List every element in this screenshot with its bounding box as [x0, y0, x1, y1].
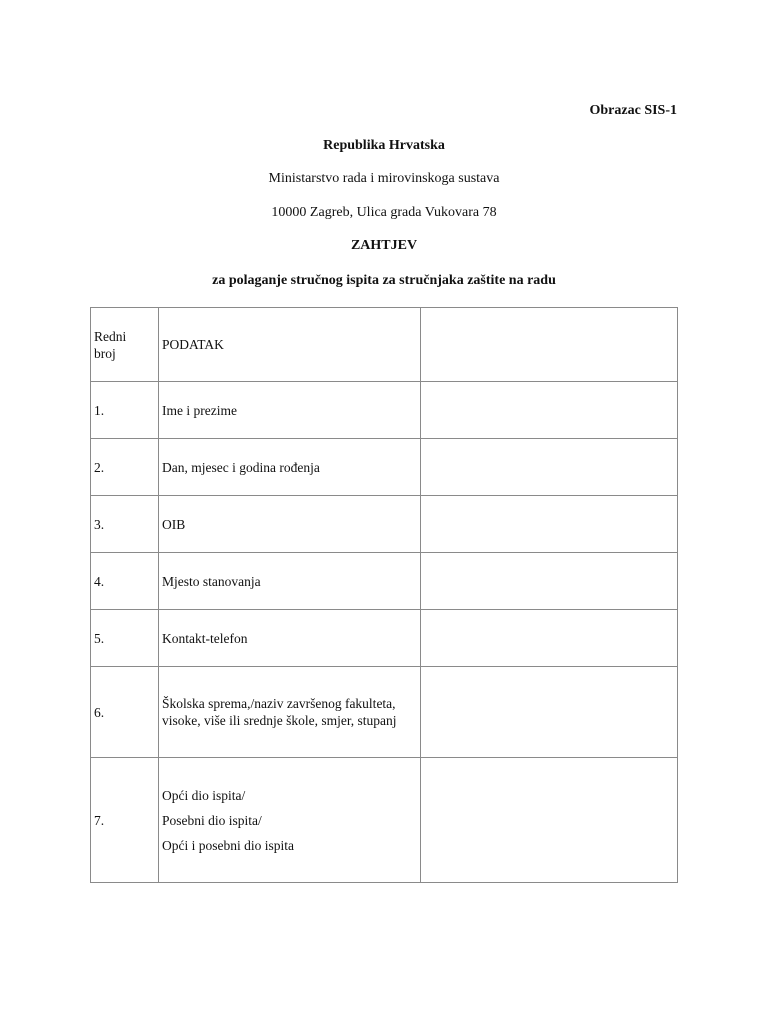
table-row — [91, 758, 678, 883]
table-row — [91, 496, 678, 553]
row-field-label: Dan, mjesec i godina rođenja — [159, 439, 421, 496]
row-number: 1. — [91, 382, 159, 439]
row-value-cell[interactable] — [421, 553, 678, 610]
row-field-label: Kontakt-telefon — [159, 610, 421, 667]
header-number-cell — [91, 308, 159, 382]
option-general-part: Opći dio ispita/ — [162, 787, 246, 803]
row-number: 6. — [91, 667, 159, 758]
issuer-ministry: Ministarstvo rada i mirovinskoga sustava — [268, 171, 500, 186]
table-row — [91, 553, 678, 610]
header-value-cell — [421, 308, 678, 382]
option-special-part: Posebni dio ispita/ — [162, 812, 262, 828]
table-row — [91, 439, 678, 496]
table-header-row — [91, 308, 678, 382]
header-number-line2: broj — [94, 345, 116, 361]
table-row — [91, 382, 678, 439]
table-row — [91, 667, 678, 758]
row-field-label: OIB — [159, 496, 421, 553]
header-number-line1: Redni — [94, 328, 127, 344]
issuer-republic: Republika Hrvatska — [323, 138, 445, 153]
row-value-cell[interactable] — [421, 667, 678, 758]
form-code: Obrazac SIS-1 — [589, 103, 677, 118]
row-number: 2. — [91, 439, 159, 496]
request-form-table — [90, 307, 678, 883]
row-field-label: Mjesto stanovanja — [159, 553, 421, 610]
row-number: 7. — [91, 758, 159, 883]
row-value-cell[interactable] — [421, 382, 678, 439]
row-number: 4. — [91, 553, 159, 610]
row-field-label: Školska sprema,/naziv završenog fakulteta, visoke, više ili srednje škole, smjer, stupanj — [159, 667, 421, 758]
row-value-cell[interactable] — [421, 610, 678, 667]
document-subtitle: za polaganje stručnog ispita za stručnjaka zaštite na radu — [212, 273, 556, 288]
issuer-address: 10000 Zagreb, Ulica grada Vukovara 78 — [271, 205, 497, 220]
row-number: 5. — [91, 610, 159, 667]
table-row — [91, 610, 678, 667]
document-title: ZAHTJEV — [350, 238, 418, 253]
header-field-cell: PODATAK — [159, 308, 421, 382]
option-general-and-special-part: Opći i posebni dio ispita — [162, 837, 294, 853]
row-field-label: Ime i prezime — [159, 382, 421, 439]
row-number: 3. — [91, 496, 159, 553]
row-field-options — [159, 758, 421, 883]
row-value-cell[interactable] — [421, 439, 678, 496]
row-value-cell[interactable] — [421, 496, 678, 553]
row-value-cell[interactable] — [421, 758, 678, 883]
